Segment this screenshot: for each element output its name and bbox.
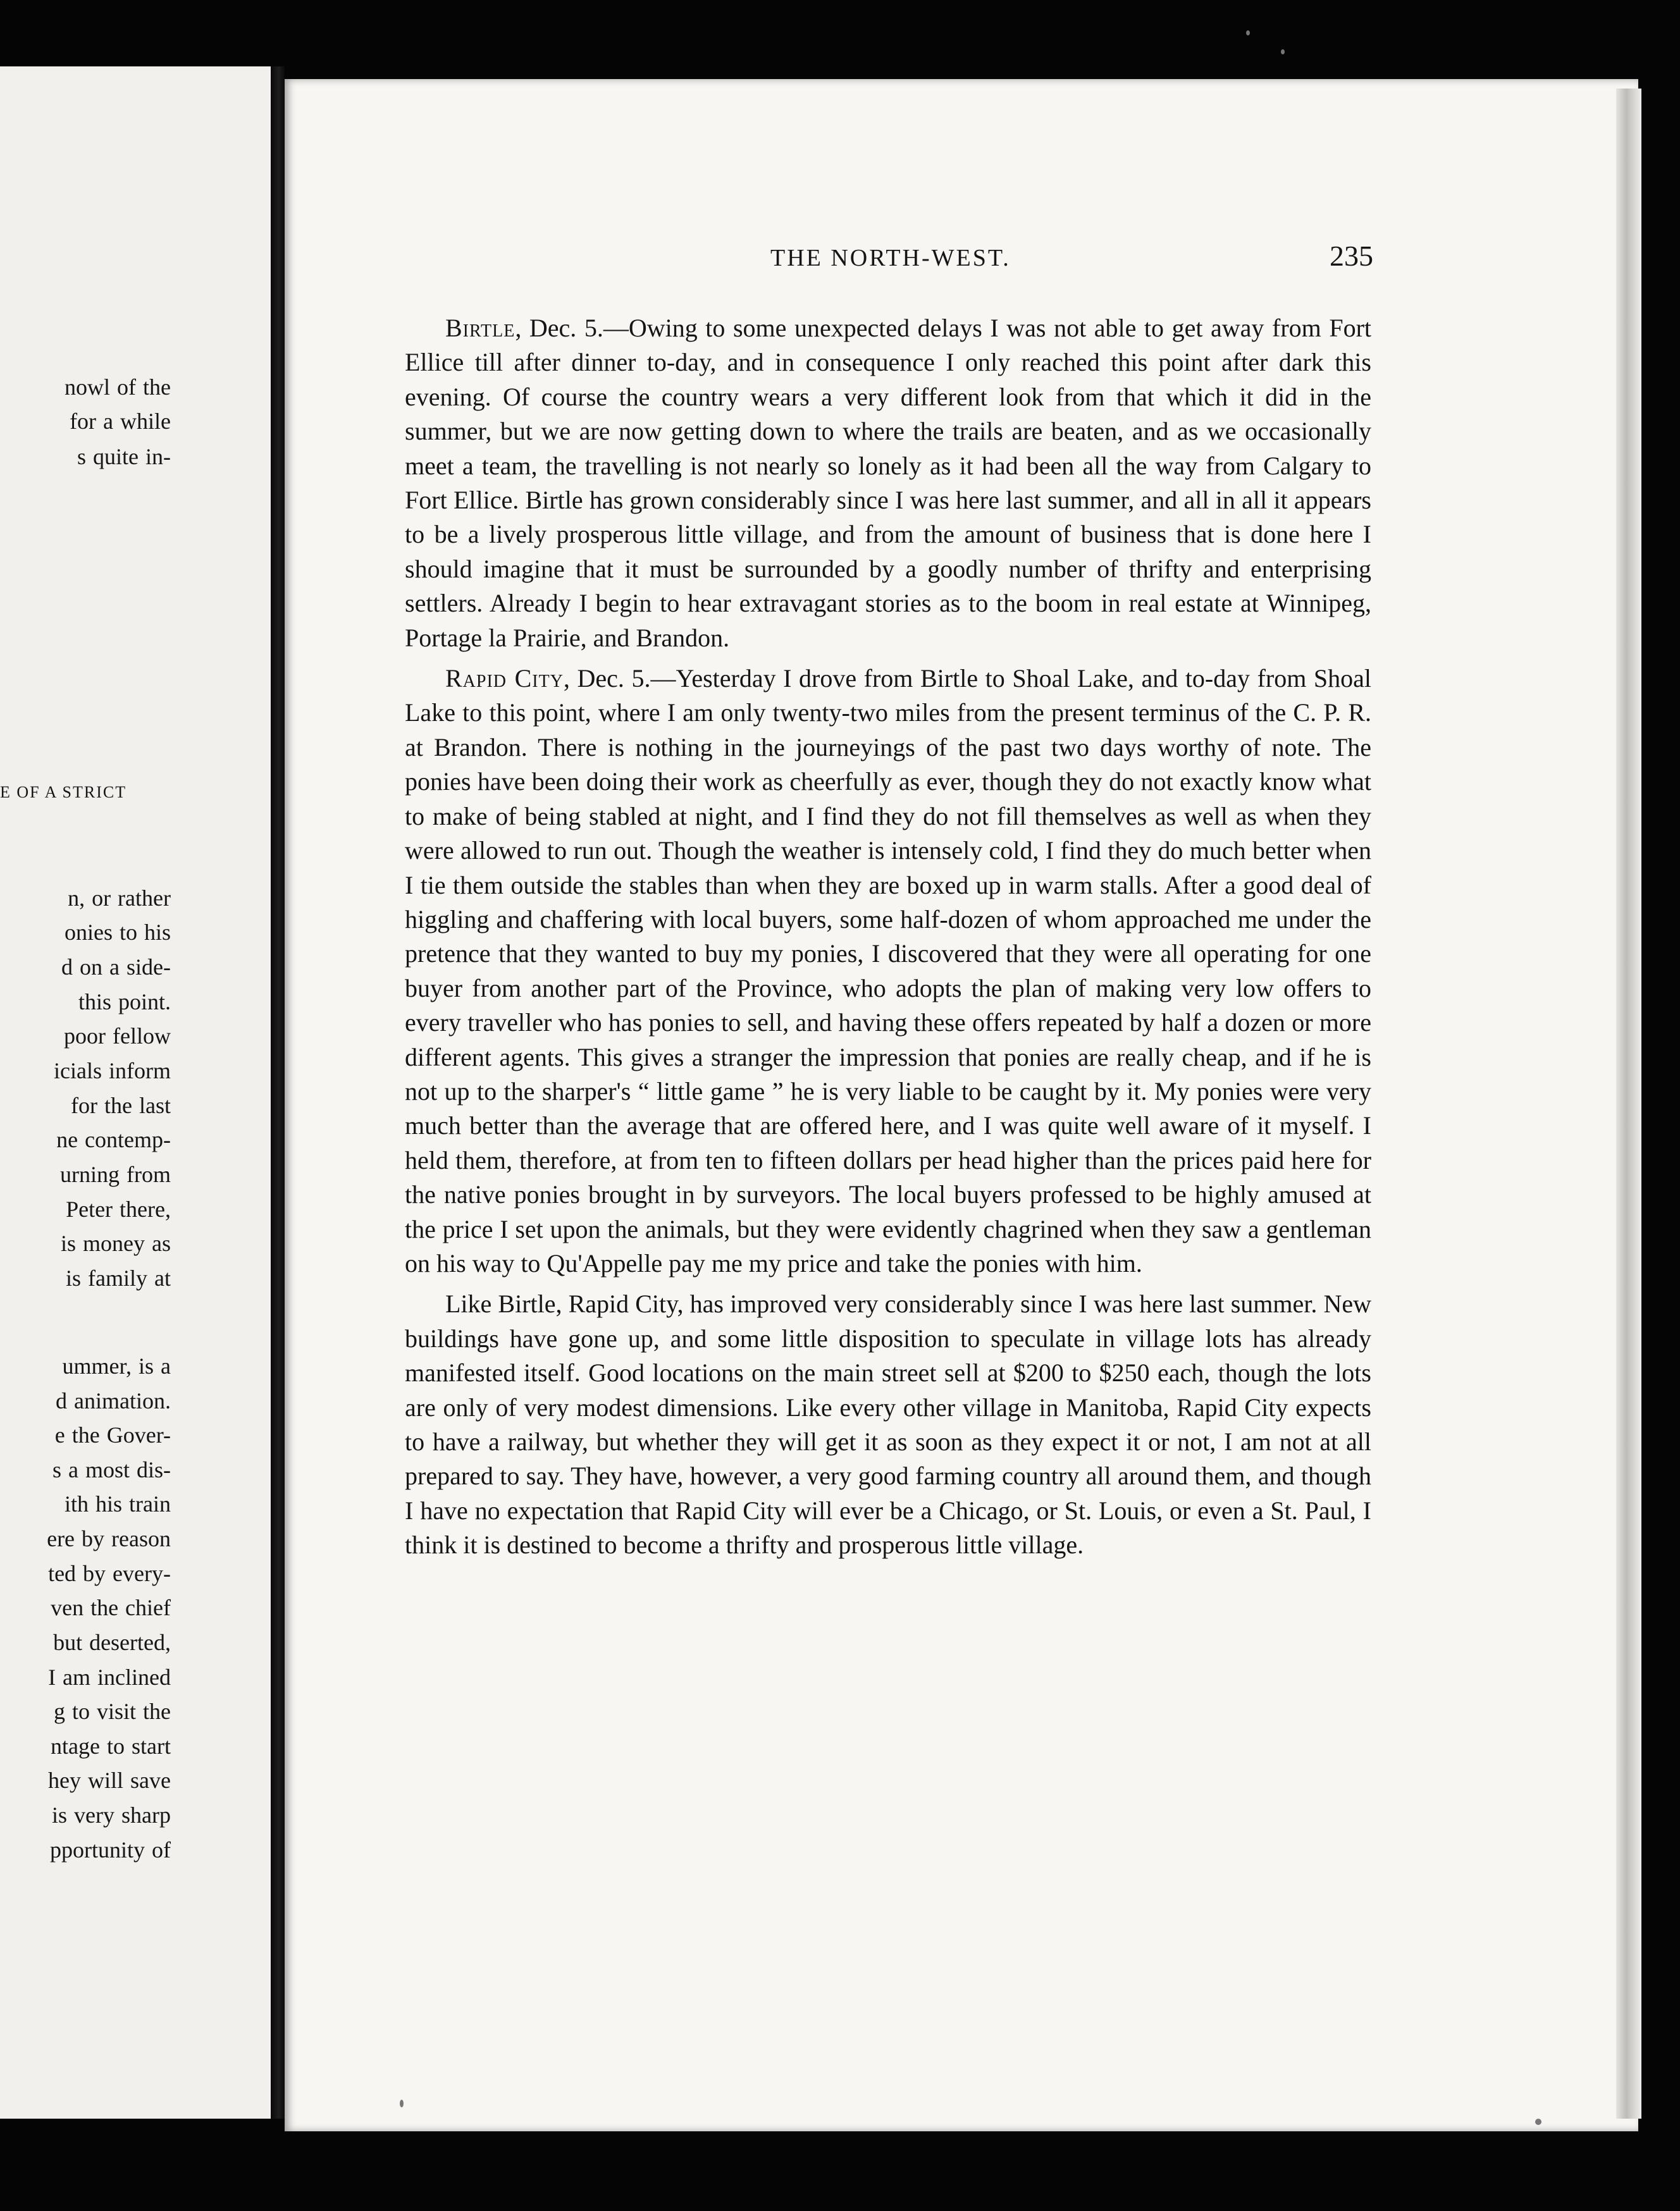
left-page-line: is family at (66, 1266, 171, 1291)
page-number: 235 (1330, 240, 1373, 272)
book-gutter (271, 66, 285, 2119)
left-page-line: is very sharp (52, 1802, 171, 1828)
left-page-line: urning from (60, 1162, 171, 1187)
running-head: THE NORTH-WEST. (770, 245, 1011, 271)
left-page-line: but deserted, (53, 1630, 171, 1655)
left-page-line: for a while (70, 409, 171, 434)
paragraph-text: , Dec. 5.—Yesterday I drove from Birtle to Shoal Lake, and to-day from Shoal Lake to this point, where I am only twenty-two miles from the present terminus of the C. P. R. at Brandon. There is nothing in the journeyings of the past two days worthy of note. The ponies have been doing their work as cheerfully as ever, though they do not exactly know what to make of being stabled at night, and I find they do not fill themselves as well as when they were allowed to run out. Though the weather is intensely cold, I find they do much better when I tie them outside the stables than when they are boxed up in warm stalls. After a good deal of higgling and chaffering with local buyers, some half-dozen of whom approached me under the pretence that they wanted to buy my ponies, I discovered that they were all operating for one buyer from another part of the Province, who adopts the plan of making very low offers to every traveller who has ponies to sell, and having these offers repeated by half a dozen or more different agents. This gives a stranger the impression that ponies are really cheap, and if he is not up to the sharper's “ little game ” he is very liable to be caught by it. My ponies were very much better than the average that are offered here, and I was quite well aware of it myself. I held them, therefore, at from ten to fifteen dollars per head higher than the prices paid here for the native ponies brought in by surveyors. The local buyers professed to be highly amused at the price I set upon the animals, but they were evidently chagrined when they saw a gentleman on his way to Qu'Appelle pay me my price and take the ponies with him. (405, 664, 1371, 1278)
left-page-line: poor fellow (64, 1023, 171, 1049)
left-page-line: d animation. (56, 1388, 171, 1413)
left-page-line: ven the chief (51, 1595, 171, 1620)
scan-speck (1281, 49, 1285, 54)
left-page-line: for the last (71, 1093, 171, 1118)
left-page-line: nowl of the (65, 374, 171, 400)
facing-page-left (0, 66, 271, 2119)
left-page-line: I am inclined (48, 1665, 171, 1690)
left-page-line: e the Gover- (54, 1422, 171, 1448)
scan-speck (400, 2100, 404, 2107)
left-page-line: pportunity of (50, 1837, 171, 1863)
paragraph-like-birtle (405, 1287, 1371, 1562)
paragraph-text: , Dec. 5.—Owing to some unexpected delays I was not able to get away from Fort Ellice till after dinner to-day, and in consequence I only reached this point after dark this evening. Of course the country wears a very different look from that which it did in the summer, but we are now getting down to where the trails are beaten, and as we occasionally meet a team, the travelling is not nearly so lonely as it had been all the way from Calgary to Fort Ellice. Birtle has grown considerably since I was here last summer, and all in all it appears to be a lively prosperous little village, and from the amount of business that is done here I should imagine that it must be surrounded by a goodly number of thrifty and enterprising settlers. Already I begin to hear extravagant stories as to the boom in real estate at Winnipeg, Portage la Prairie, and Brandon. (405, 314, 1371, 652)
left-page-line: s quite in- (77, 444, 171, 469)
left-page-line: ere by reason (47, 1526, 171, 1551)
left-page-line: icials inform (54, 1058, 171, 1083)
body-text (405, 311, 1371, 1563)
left-page-line: d on a side- (61, 954, 171, 980)
left-page-line: ntage to start (51, 1734, 171, 1759)
left-page-line: g to visit the (54, 1699, 171, 1724)
left-page-line: this point. (78, 989, 171, 1014)
scan-speck (1246, 30, 1250, 35)
page-edge (1616, 89, 1641, 2119)
left-page-line: ummer, is a (62, 1353, 171, 1379)
paragraph-rapid-city (405, 662, 1371, 1281)
left-page-line: Peter there, (66, 1197, 171, 1222)
left-page-line: ted by every- (48, 1561, 171, 1586)
left-page-line: ne contemp- (56, 1127, 171, 1152)
dateline-place: Rapid City (445, 664, 564, 693)
left-page-line: s a most dis- (52, 1457, 171, 1482)
scan-speck (1535, 2119, 1541, 2125)
left-page-line: hey will save (48, 1768, 171, 1793)
left-page-section-heading: E OF A STRICT (0, 783, 127, 801)
left-page-line: is money as (61, 1231, 171, 1256)
left-page-line: ith his train (65, 1491, 171, 1517)
paragraph-text: Like Birtle, Rapid City, has improved very considerably since I was here last summer. New buildings have gone up, and some little disposition to speculate in village lots has already manifested itself. Good locations on the main street sell at $200 to $250 each, though the lots are only of very modest dimensions. Like every other village in Manitoba, Rapid City expects to have a railway, but whether they will get it as soon as they expect it or not, I am not at all prepared to say. They have, however, a very good farming country all around them, and though I have no expectation that Rapid City will ever be a Chicago, or St. Louis, or even a St. Paul, I think it is destined to become a thrifty and prosperous little village. (405, 1290, 1371, 1560)
left-page-line: n, or rather (68, 885, 171, 911)
left-page-line: onies to his (64, 920, 171, 945)
dateline-place: Birtle (445, 314, 516, 342)
paragraph-birtle (405, 311, 1371, 655)
